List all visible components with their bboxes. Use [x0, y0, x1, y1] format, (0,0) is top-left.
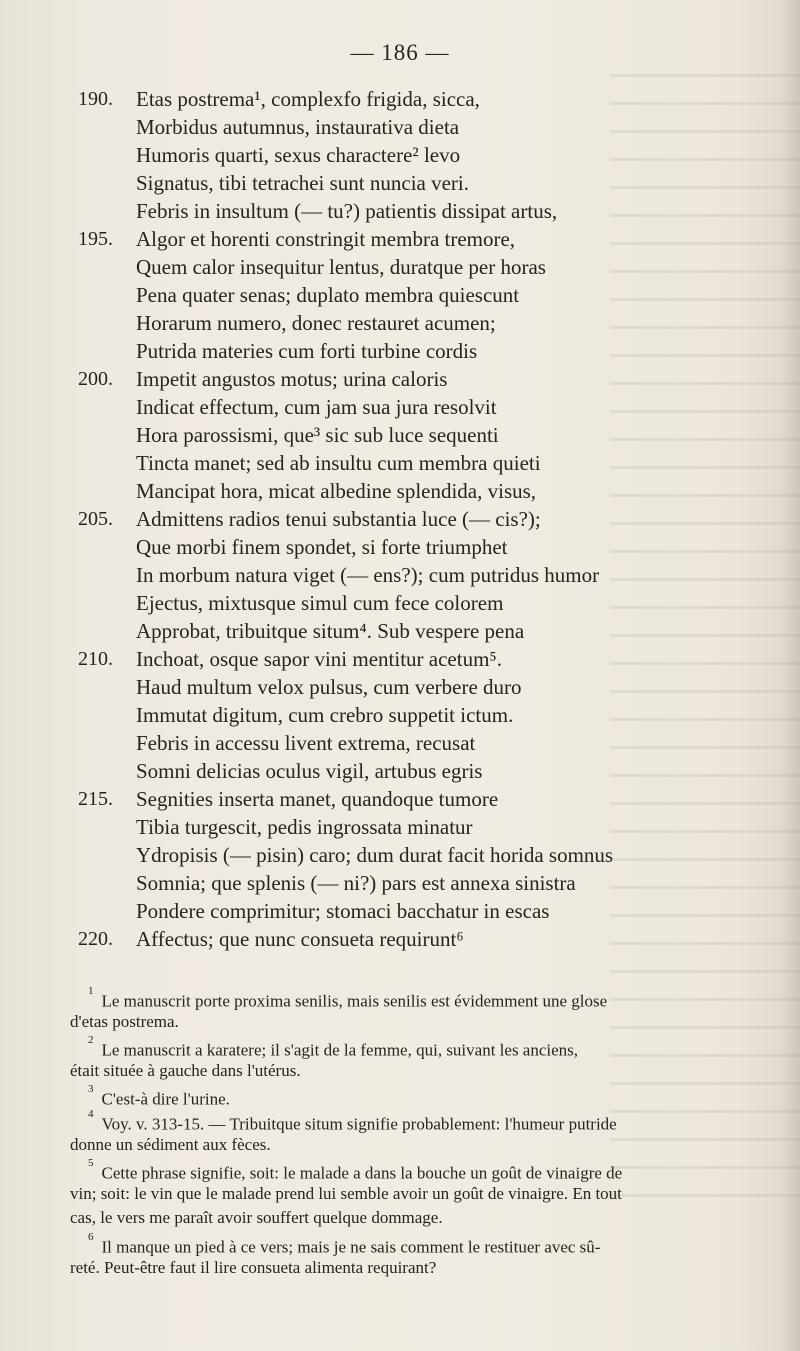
verse-line [0, 365, 800, 393]
verse-text: Tincta manet; sed ab insultu cum membra quieti [136, 451, 541, 475]
verse-text: Affectus; que nunc consueta requirunt⁶ [136, 927, 464, 951]
footnotes [0, 985, 800, 1280]
verse-line [0, 673, 800, 701]
page-number: — 186 — [350, 40, 450, 65]
verse-text: Horarum numero, donec restauret acumen; [136, 311, 496, 335]
footnote-line [0, 1010, 800, 1035]
verse-line [0, 785, 800, 813]
verse-text: Mancipat hora, micat albedine splendida, visus, [136, 479, 537, 503]
footnote-text: donne un sédiment aux fèces. [70, 1134, 271, 1154]
footnote-marker: 2 [88, 1034, 94, 1047]
verse-number: 215. [78, 788, 113, 810]
footnote-marker: 1 [88, 985, 94, 997]
verse-number: 205. [78, 508, 113, 530]
verse-number: 210. [78, 648, 113, 670]
verse-text: Ejectus, mixtusque simul cum fece colorem [136, 591, 504, 615]
footnote-line [0, 1108, 800, 1133]
footnote-line [0, 1231, 800, 1256]
verse-text: Somni delicias oculus vigil, artubus egris [136, 759, 483, 783]
verse-line [0, 589, 800, 617]
verse-text: Putrida materies cum forti turbine cordis [136, 339, 478, 363]
verse-line [0, 393, 800, 421]
verse-line [0, 225, 800, 253]
footnote-line [0, 1256, 800, 1281]
footnote-line [0, 1083, 800, 1108]
verse-text: In morbum natura viget (— ens?); cum putridus humor [136, 563, 600, 587]
verse-line [0, 449, 800, 477]
verse-number: 195. [78, 228, 113, 250]
verse-line [0, 169, 800, 197]
footnote-text: Il manque un pied à ce vers; mais je ne sais comment le restituer avec sû- [101, 1237, 601, 1257]
verse-text: Signatus, tibi tetrachei sunt nuncia veri. [136, 171, 470, 195]
footnote-text: reté. Peut-être faut il lire consueta alimenta requirant? [70, 1257, 437, 1277]
verse-number: 200. [78, 368, 113, 390]
footnote-text: Voy. v. 313-15. — Tribuitque situm signifie probablement: l'humeur putride [101, 1114, 617, 1134]
verse-number: 190. [78, 88, 113, 110]
verse-text: Quem calor insequitur lentus, duratque per horas [136, 255, 546, 279]
verse-text: Tibia turgescit, pedis ingrossata minatur [136, 815, 473, 839]
footnote-marker: 3 [88, 1083, 94, 1096]
verse-text: Morbidus autumnus, instaurativa dieta [136, 115, 460, 139]
verse-line [0, 533, 800, 561]
footnote-line [0, 985, 800, 1010]
verse-line [0, 197, 800, 225]
verse-line [0, 309, 800, 337]
verse-text: Hora parossismi, que³ sic sub luce sequenti [136, 423, 499, 447]
footnote-line [0, 1034, 800, 1059]
footnote-text: était située à gauche dans l'utérus. [70, 1060, 301, 1080]
verse-line [0, 477, 800, 505]
footnote-line [0, 1206, 800, 1231]
verse-line [0, 561, 800, 589]
verse-line [0, 813, 800, 841]
verse-text: Immutat digitum, cum crebro suppetit ictum. [136, 703, 514, 727]
footnote-text: Le manuscrit a karatere; il s'agit de la femme, qui, suivant les anciens, [101, 1040, 579, 1060]
verse-line [0, 729, 800, 757]
verse-text: Febris in accessu livent extrema, recusat [136, 731, 476, 755]
footnote-text: C'est-à dire l'urine. [101, 1090, 230, 1110]
verse-text: Approbat, tribuitque situm⁴. Sub vespere pena [136, 619, 525, 643]
verse-line [0, 925, 800, 953]
footnote-text: Le manuscrit porte proxima senilis, mais senilis est évidemment une glose [101, 991, 608, 1011]
verse-number: 220. [78, 928, 113, 950]
footnote-marker: 5 [88, 1157, 94, 1170]
verse-line [0, 421, 800, 449]
verse-text: Admittens radios tenui substantia luce (— cis?); [136, 507, 541, 531]
footnote-line [0, 1059, 800, 1084]
verse-text: Segnities inserta manet, quandoque tumore [136, 787, 499, 811]
verse-text: Haud multum velox pulsus, cum verbere duro [136, 675, 522, 699]
verse-line [0, 701, 800, 729]
verse-line [0, 869, 800, 897]
verse-text: Febris in insultum (— tu?) patientis dissipat artus, [136, 199, 558, 223]
verse-line [0, 85, 800, 113]
verse-line [0, 113, 800, 141]
footnote-marker: 4 [88, 1107, 94, 1120]
footnote-line [0, 1182, 800, 1207]
verse-text: Algor et horenti constringit membra tremore, [136, 227, 516, 251]
verse-line [0, 253, 800, 281]
verse-text: Etas postrema¹, complexfo frigida, sicca, [136, 87, 480, 111]
verse-line [0, 617, 800, 645]
footnote-text: vin; soit: le vin que le malade prend lui semble avoir un goût de vinaigre. En tout [70, 1183, 622, 1203]
verse-text: Somnia; que splenis (— ni?) pars est annexa sinistra [136, 871, 576, 895]
footnote-text: Cette phrase signifie, soit: le malade a dans la bouche un goût de vinaigre de [101, 1163, 623, 1183]
verse-text: Pondere comprimitur; stomaci bacchatur in escas [136, 899, 550, 923]
verse-line [0, 841, 800, 869]
footnote-text: d'etas postrema. [70, 1011, 179, 1031]
verse-text: Pena quater senas; duplato membra quiescunt [136, 283, 520, 307]
verse-line [0, 281, 800, 309]
verse-text: Impetit angustos motus; urina caloris [136, 367, 448, 391]
verse-block [0, 85, 800, 953]
verse-line [0, 141, 800, 169]
verse-text: Ydropisis (— pisin) caro; dum durat facit horida somnus [136, 843, 614, 867]
verse-text: Inchoat, osque sapor vini mentitur acetum⁵. [136, 647, 502, 671]
verse-line [0, 645, 800, 673]
verse-text: Que morbi finem spondet, si forte triumphet [136, 535, 508, 559]
verse-line [0, 337, 800, 365]
footnote-line [0, 1133, 800, 1158]
verse-text: Humoris quarti, sexus charactere² levo [136, 143, 461, 167]
verse-line [0, 897, 800, 925]
verse-line [0, 505, 800, 533]
verse-line [0, 757, 800, 785]
footnote-line [0, 1157, 800, 1182]
footnote-text: cas, le vers me paraît avoir souffert quelque dommage. [70, 1208, 443, 1228]
footnote-marker: 6 [88, 1230, 94, 1243]
verse-text: Indicat effectum, cum jam sua jura resolvit [136, 395, 497, 419]
